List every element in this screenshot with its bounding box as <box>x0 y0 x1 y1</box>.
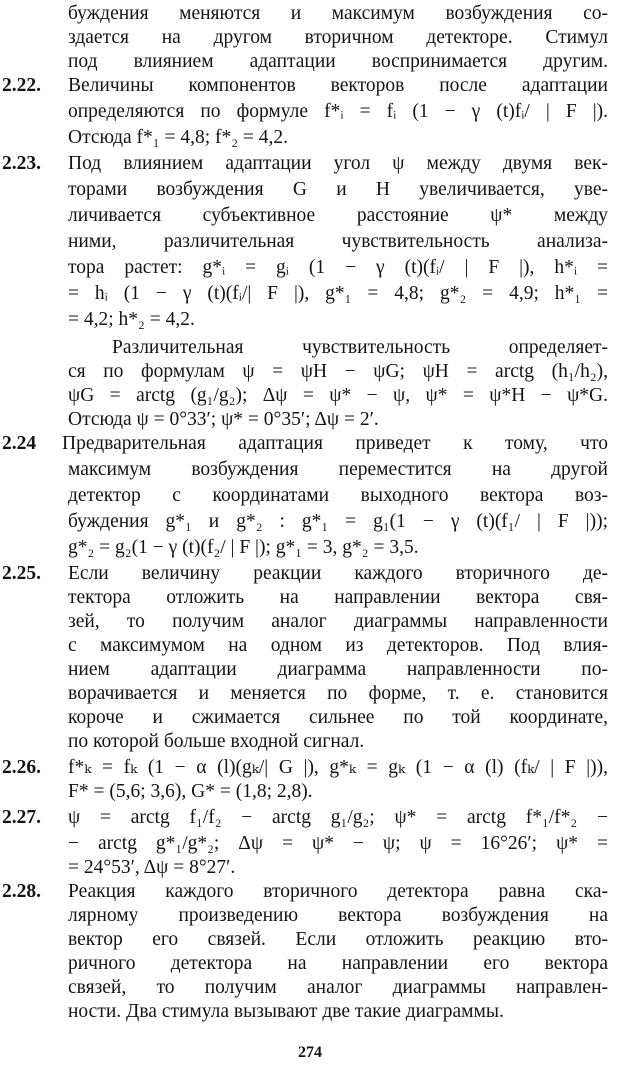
formula-line: Отсюда f*₁ = 4,8; f*₂ = 4,2. <box>68 127 289 148</box>
text-line: зей, то получим аналог диаграммы направленности <box>68 611 608 632</box>
formula-line: Отсюда ψ = 0°33′; ψ* = 0°35′; Δψ = 2′. <box>68 409 379 430</box>
formula-line: определяются по формуле f*ᵢ = fᵢ (1 − γ (t)fᵢ/ | F |). <box>68 101 608 122</box>
section-number: 2.25. <box>2 563 41 584</box>
text-line: связей, то получим аналог диаграммы направлен- <box>68 977 608 998</box>
text-line: короче и сжимается сильнее по той координате, <box>68 707 608 728</box>
formula-line: − arctg g*₁/g*₂; Δψ = ψ* − ψ; ψ = 16°26′; ψ* = <box>68 833 608 854</box>
text-line: детектор с координатами выходного вектора воз- <box>68 485 608 506</box>
section-number: 2.28. <box>2 881 41 902</box>
text-line: Величины компонентов векторов после адаптации <box>68 75 608 96</box>
formula-line: = hᵢ (1 − γ (t)(fᵢ/| F |), g*₁ = 4,8; g*₂ = 4,9; h*₁ = <box>68 283 608 304</box>
text-line: Если величину реакции каждого вторичного де- <box>68 563 608 584</box>
formula-line: ψG = arctg (g₁/g₂); Δψ = ψ* − ψ, ψ* = ψ*H − ψ*G. <box>68 385 608 406</box>
text-line: максимум возбуждения переместится на другой <box>68 459 608 480</box>
text-line: Различительная чувствительность определяет- <box>112 337 608 358</box>
text-line: по которой больше входной сигнал. <box>68 731 365 752</box>
formula-line: = 24°53′, Δψ = 8°27′. <box>68 857 236 878</box>
text-line: Предварительная адаптация приведет к тому, что <box>62 433 608 454</box>
text-line: Реакция каждого вторичного детектора равна ска- <box>68 881 608 902</box>
text-line: вектор его связей. Если отложить реакцию вто- <box>68 929 608 950</box>
formula-line: = 4,2; h*₂ = 4,2. <box>68 309 195 330</box>
text-line: ричного детектора на направлении его вектора <box>68 953 608 974</box>
section-number: 2.26. <box>2 757 41 778</box>
formula-line: тора растет: g*ᵢ = gᵢ (1 − γ (t)(fᵢ/ | F |), h*ᵢ = <box>68 257 608 278</box>
section-number: 2.24 <box>2 433 37 454</box>
formula-line: g*₂ = g₂(1 − γ (t)(f₂/ | F |); g*₁ = 3, g*₂ = 3,5. <box>68 537 419 558</box>
text-line: лярному произведению вектора возбуждения на <box>68 905 608 926</box>
text-line: буждения меняются и максимум возбуждения со- <box>68 3 608 24</box>
text-line: под влиянием адаптации воспринимается другим. <box>68 51 608 72</box>
section-number: 2.23. <box>2 153 41 174</box>
text-line: ности. Два стимула вызывают две такие диаграммы. <box>68 1001 504 1022</box>
text-line: ними, различительная чувствительность анализа- <box>68 231 608 252</box>
page-number: 274 <box>298 1044 322 1061</box>
text-line: Под влиянием адаптации угол ψ между двумя век- <box>68 153 608 174</box>
formula-line: буждения g*₁ и g*₂ : g*₁ = g₁(1 − γ (t)(f₁/ | F |)); <box>68 511 608 532</box>
text-line: здается на другом вторичном детекторе. Стимул <box>68 27 608 48</box>
text-line: нием адаптации диаграмма направленности по- <box>68 659 608 680</box>
formula-line: f*ₖ = fₖ (1 − α (l)(gₖ/| G |), g*ₖ = gₖ (1 − α (l) (fₖ/ | F |)), <box>68 757 608 778</box>
text-line: тектора отложить на направлении вектора свя- <box>68 587 608 608</box>
text-line: торами возбуждения G и H увеличивается, уве- <box>68 179 608 200</box>
text-line: ворачивается и меняется по форме, т. е. становится <box>68 683 608 704</box>
formula-line: F* = (5,6; 3,6), G* = (1,8; 2,8). <box>68 781 313 802</box>
section-number: 2.22. <box>2 75 41 96</box>
formula-line: ся по формулам ψ = ψH − ψG; ψH = arctg (h₁/h₂), <box>68 361 608 382</box>
section-number: 2.27. <box>2 807 41 828</box>
formula-line: ψ = arctg f₁/f₂ − arctg g₁/g₂; ψ* = arctg f*₁/f*₂ − <box>68 807 608 828</box>
text-line: с максимумом на одном из детекторов. Под влия- <box>68 635 608 656</box>
text-line: личивается субъективное расстояние ψ* между <box>68 205 608 226</box>
